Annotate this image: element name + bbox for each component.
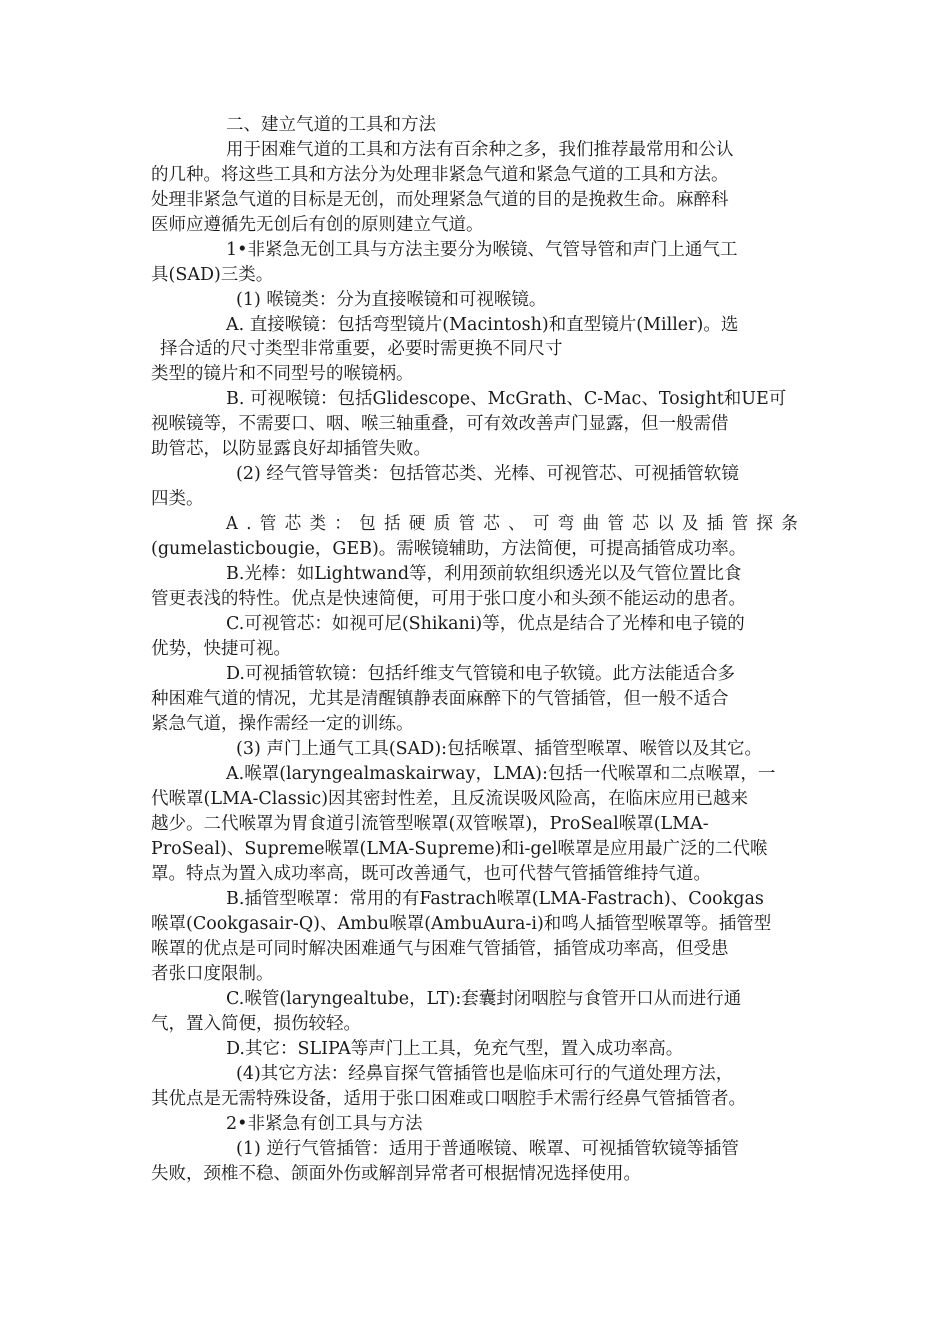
paragraph-line: B.插管型喉罩：常用的有Fastrach喉罩(LMA-Fastrach)、Cookgas [226,889,764,909]
paragraph-line: 代喉罩(LMA-Classic)因其密封性差，且反流误吸风险高，在临床应用已越来 [151,789,749,809]
paragraph-line: (2) 经气管导管类：包括管芯类、光棒、可视管芯、可视插管软镜 [236,464,739,484]
paragraph-line: (4)其它方法：经鼻盲探气管插管也是临床可行的气道处理方法， [236,1064,734,1084]
paragraph-line: 失败，颈椎不稳、颌面外伤或解剖异常者可根据情况选择使用。 [151,1164,641,1184]
paragraph-line: 其优点是无需特殊设备，适用于张口困难或口咽腔手术需行经鼻气管插管者。 [151,1089,746,1109]
paragraph-line: B.光棒：如Lightwand等，利用颈前软组织透光以及气管位置比食 [226,564,742,584]
paragraph-line: (3) 声门上通气工具(SAD):包括喉罩、插管型喉罩、喉管以及其它。 [236,739,763,759]
paragraph-line: C.可视管芯：如视可尼(Shikani)等，优点是结合了光棒和电子镜的 [226,614,745,634]
paragraph-line: 优势，快捷可视。 [151,639,291,659]
paragraph-line: 紧急气道，操作需经一定的训练。 [151,714,414,734]
paragraph-line: 罩。特点为置入成功率高，既可改善通气，也可代替气管插管维持气道。 [151,864,711,884]
paragraph-line: 医师应遵循先无创后有创的原则建立气道。 [151,215,484,235]
paragraph-line: (1) 逆行气管插管：适用于普通喉镜、喉罩、可视插管软镜等插管 [236,1139,739,1159]
paragraph-line: 的几种。将这些工具和方法分为处理非紧急气道和紧急气道的工具和方法。 [151,165,729,185]
paragraph-line: A.喉罩(laryngealmaskairway，LMA):包括一代喉罩和二点喉罩，一 [226,764,776,784]
paragraph-line: D.其它：SLIPA等声门上工具，免充气型，置入成功率高。 [226,1039,684,1059]
paragraph-line: 视喉镜等，不需要口、咽、喉三轴重叠，可有效改善声门显露，但一般需借 [151,414,729,434]
paragraph-line: ProSeal)、Supreme喉罩(LMA-Supreme)和i-gel喉罩是应用最广泛的二代喉 [151,839,768,859]
paragraph-line: A.管芯类：包括硬质管芯、可弯曲管芯以及插管探条 [226,514,807,534]
paragraph-line: 者张口度限制。 [151,964,274,984]
paragraph-line: 1•非紧急无创工具与方法主要分为喉镜、气管导管和声门上通气工 [226,240,738,260]
paragraph-line: 管更表浅的特性。优点是快速简便，可用于张口度小和头颈不能运动的患者。 [151,589,746,609]
section-heading: 二、建立气道的工具和方法 [226,115,436,135]
paragraph-line: 处理非紧急气道的目标是无创，而处理紧急气道的目的是挽救生命。麻醉科 [151,190,729,210]
paragraph-line: 择合适的尺寸类型非常重要，必要时需更换不同尺寸 [160,339,563,359]
paragraph-line: 具(SAD)三类。 [151,265,274,285]
paragraph-line: 越少。二代喉罩为胃食道引流管型喉罩(双管喉罩)，ProSeal喉罩(LMA- [151,814,709,834]
paragraph-line: 助管芯，以防显露良好却插管失败。 [151,439,431,459]
paragraph-line: 喉罩(Cookgasair-Q)、Ambu喉罩(AmbuAura-i)和鸣人插管型喉罩等。插管型 [151,914,772,934]
paragraph-line: 气，置入简便，损伤较轻。 [151,1014,361,1034]
paragraph-line: 类型的镜片和不同型号的喉镜柄。 [151,364,414,384]
paragraph-line: 喉罩的优点是可同时解决困难通气与困难气管插管，插管成功率高，但受患 [151,939,729,959]
paragraph-line: B. 可视喉镜：包括Glidescope、McGrath、C-Mac、Tosight和UE可 [226,389,787,409]
paragraph-line: C.喉管(laryngealtube，LT):套囊封闭咽腔与食管开口从而进行通 [226,989,742,1009]
paragraph-line: A. 直接喉镜：包括弯型镜片(Macintosh)和直型镜片(Miller)。选 [226,315,739,335]
paragraph-line: 四类。 [151,489,204,509]
paragraph-line: (1) 喉镜类：分为直接喉镜和可视喉镜。 [236,290,547,310]
paragraph-line: 2•非紧急有创工具与方法 [226,1114,423,1134]
paragraph-line: (gumelasticbougie，GEB)。需喉镜辅助，方法简便，可提高插管成功率。 [151,539,747,559]
paragraph-line: 种困难气道的情况，尤其是清醒镇静表面麻醉下的气管插管，但一般不适合 [151,689,729,709]
paragraph-line: D.可视插管软镜：包括纤维支气管镜和电子软镜。此方法能适合多 [226,664,735,684]
paragraph-line: 用于困难气道的工具和方法有百余种之多，我们推荐最常用和公认 [226,140,734,160]
